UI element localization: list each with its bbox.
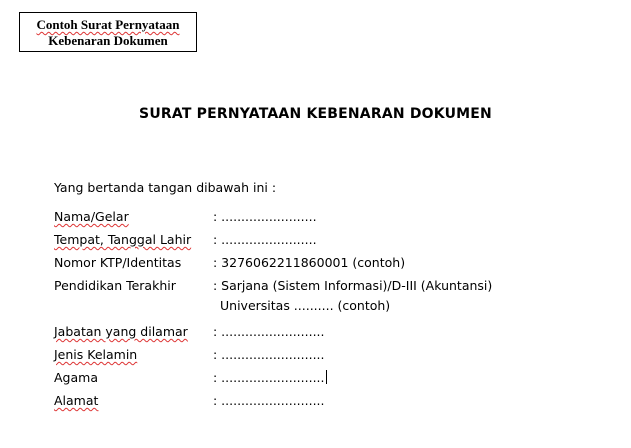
field-label: Jenis Kelamin xyxy=(54,347,138,362)
field-label: Alamat xyxy=(54,393,99,408)
field-value[interactable]: : .......................... xyxy=(213,393,325,408)
text-cursor xyxy=(326,370,327,384)
document-title: SURAT PERNYATAAN KEBENARAN DOKUMEN xyxy=(139,106,492,122)
field-label: Pendidikan Terakhir xyxy=(54,278,176,293)
field-value-wrapper xyxy=(213,370,327,385)
field-label: Agama xyxy=(54,370,98,385)
label-box-line-2: Kebenaran Dokumen xyxy=(48,33,168,48)
field-value-secondary[interactable]: Universitas .......... (contoh) xyxy=(220,298,391,313)
field-value[interactable]: : .......................... xyxy=(213,370,325,385)
label-box-line-1: Contoh Surat Pernyataan xyxy=(36,17,180,32)
field-label: Jabatan yang dilamar xyxy=(54,324,188,339)
field-value-group xyxy=(213,278,492,313)
field-label: Tempat, Tanggal Lahir xyxy=(54,232,192,247)
field-value[interactable]: : .......................... xyxy=(213,347,325,362)
field-value[interactable]: : ........................ xyxy=(213,209,317,224)
field-value[interactable]: : 3276062211860001 (contoh) xyxy=(213,255,406,270)
field-value[interactable]: : .......................... xyxy=(213,324,325,339)
field-value[interactable]: : Sarjana (Sistem Informasi)/D-III (Akuntansi) xyxy=(213,278,493,293)
intro-text: Yang bertanda tangan dibawah ini : xyxy=(54,180,277,195)
document-label-box xyxy=(19,12,197,52)
field-label: Nomor KTP/Identitas xyxy=(54,255,182,270)
field-value[interactable]: : ........................ xyxy=(213,232,317,247)
field-label: Nama/Gelar xyxy=(54,209,129,224)
